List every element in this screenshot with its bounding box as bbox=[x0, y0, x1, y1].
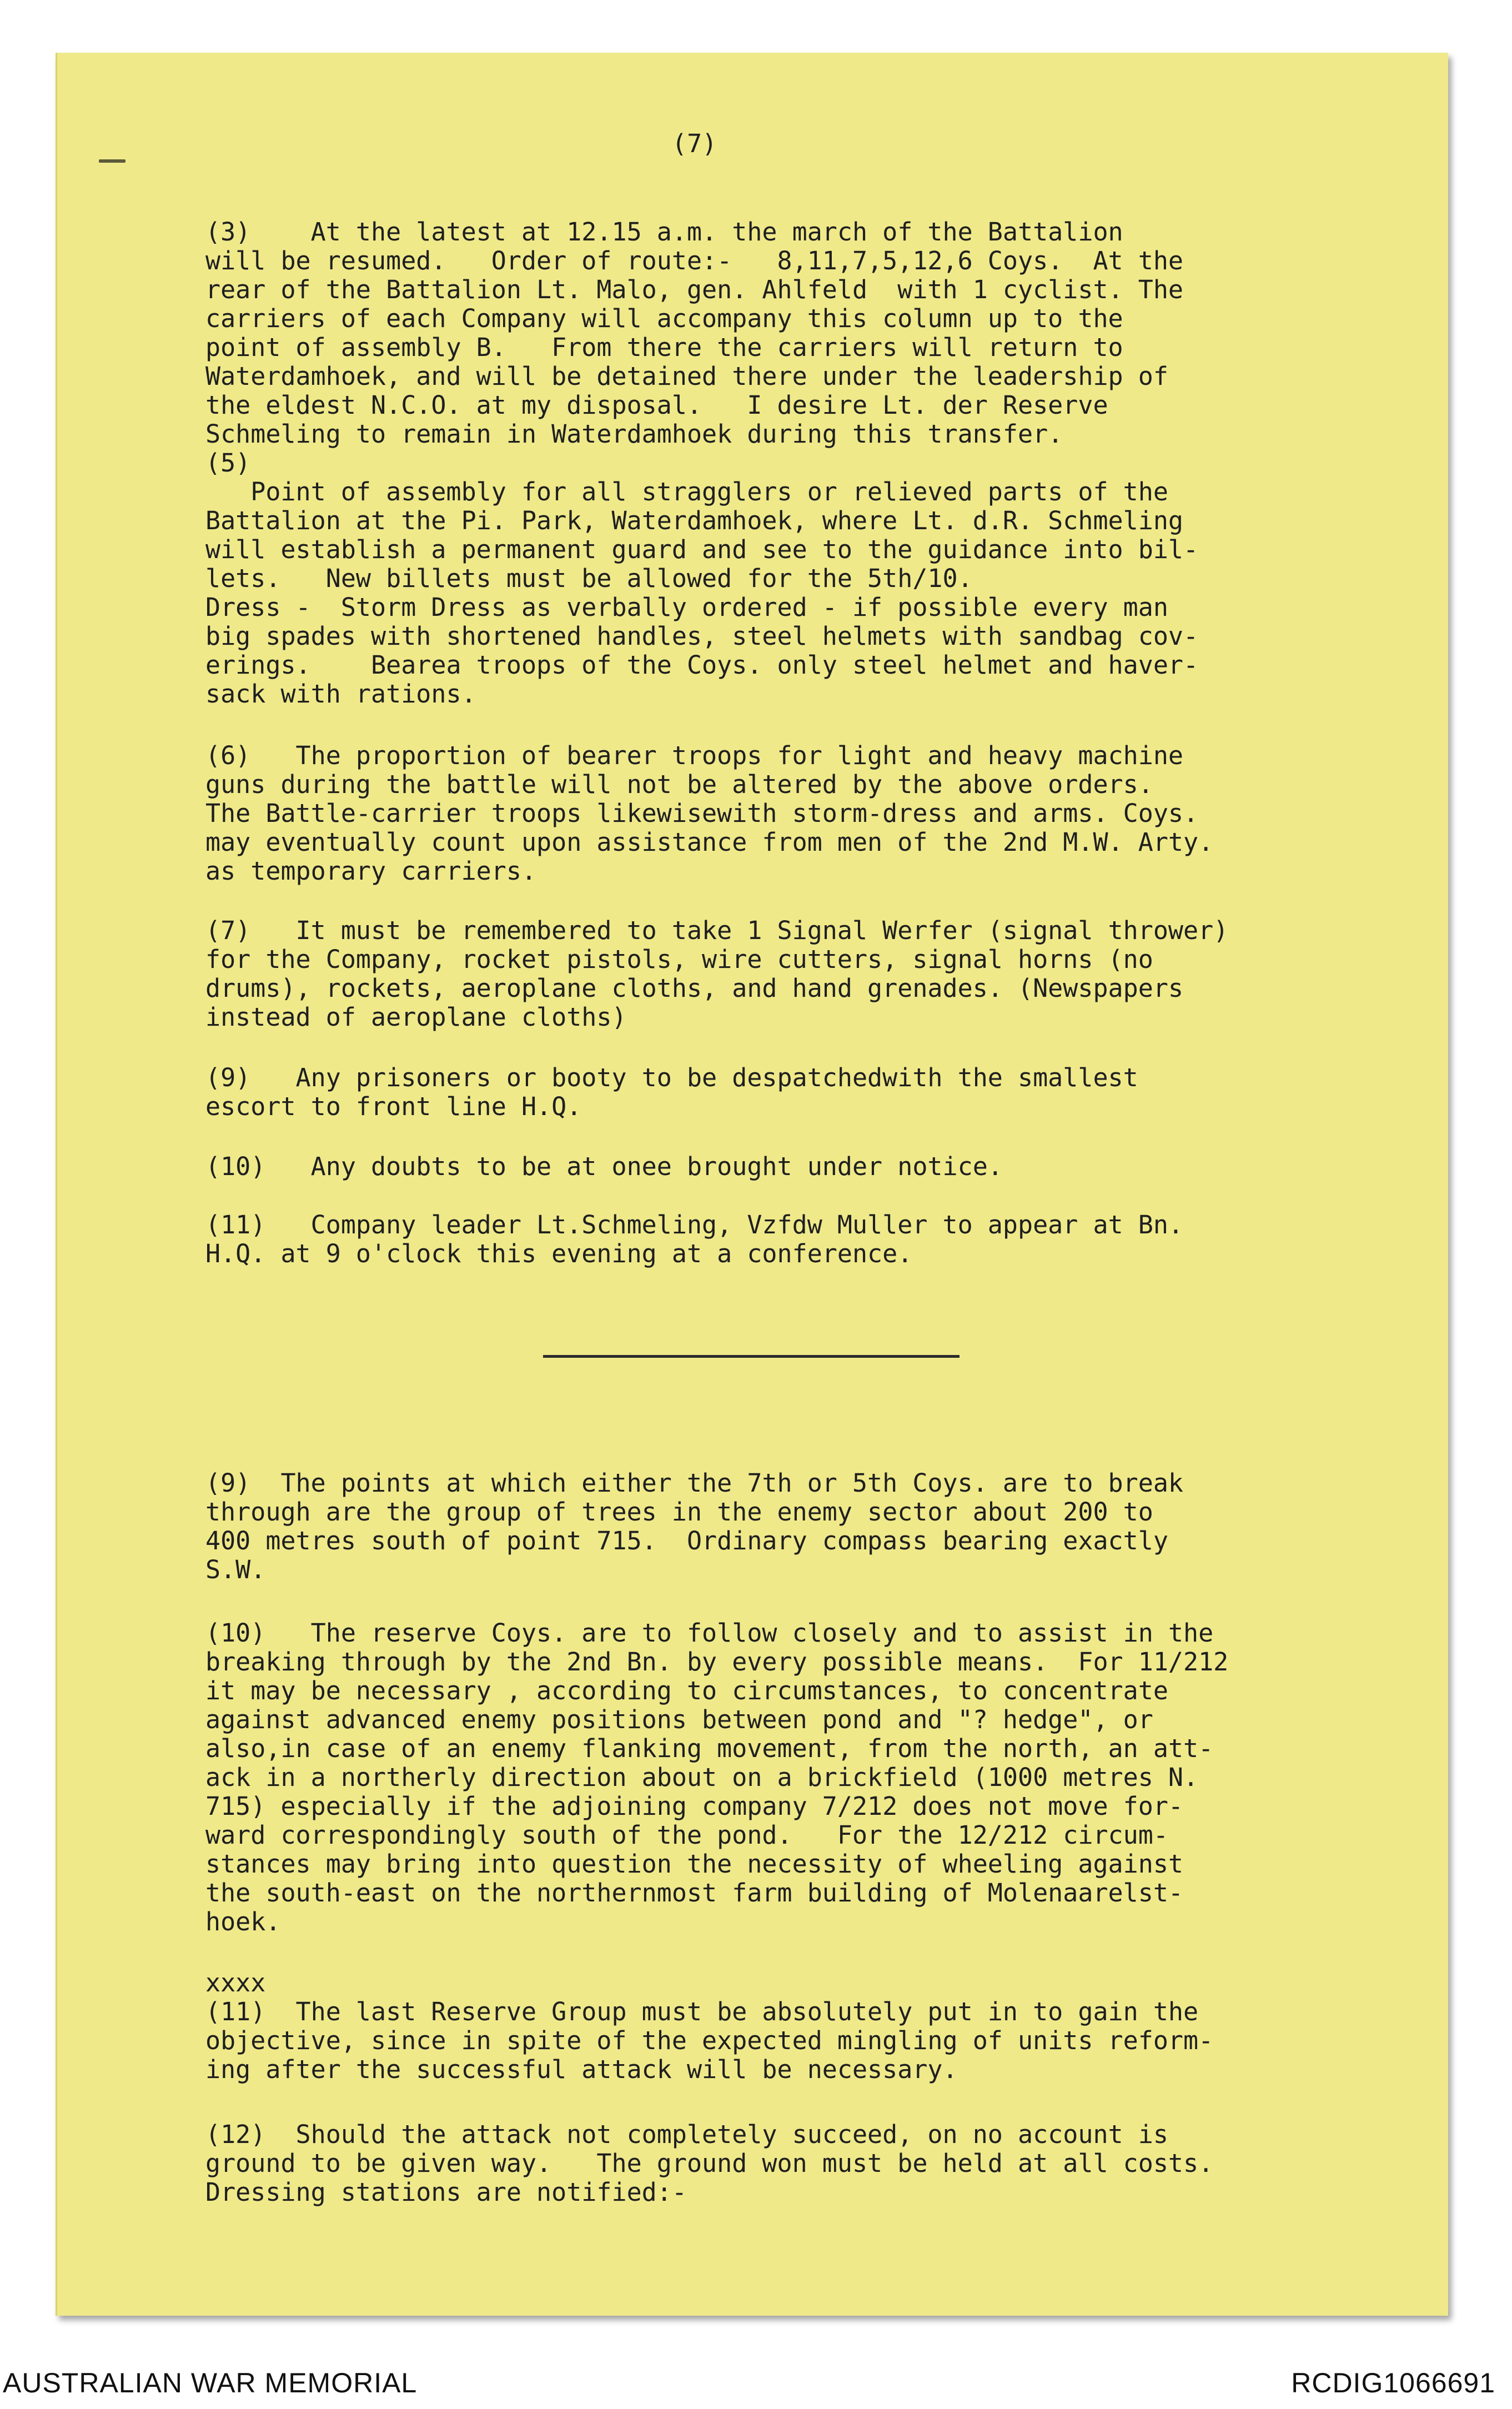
text-line: rear of the Battalion Lt. Malo, gen. Ahlfeld with 1 cyclist. The bbox=[205, 275, 1183, 304]
text-line: may eventually count upon assistance from men of the 2nd M.W. Arty. bbox=[205, 827, 1214, 857]
section-divider bbox=[543, 1355, 960, 1358]
margin-mark bbox=[99, 159, 125, 163]
text-line: guns during the battle will not be altered by the above orders. bbox=[205, 770, 1153, 799]
paragraph-3 bbox=[205, 218, 1183, 449]
footer-reference: RCDIG1066691 bbox=[1291, 2367, 1495, 2398]
text-line: erings. Bearea troops of the Coys. only steel helmet and haver- bbox=[205, 650, 1199, 680]
text-line: it may be necessary , according to circumstances, to concentrate bbox=[205, 1676, 1168, 1705]
text-line: Schmeling to remain in Waterdamhoek during this transfer. bbox=[205, 419, 1063, 449]
paragraph-11-conference bbox=[205, 1211, 1183, 1268]
text-line: will establish a permanent guard and see to the guidance into bil- bbox=[205, 535, 1199, 564]
text-line: 400 metres south of point 715. Ordinary compass bearing exactly bbox=[205, 1526, 1168, 1555]
text-line: (5) bbox=[205, 448, 251, 478]
text-line: ing after the successful attack will be necessary. bbox=[205, 2055, 958, 2084]
text-line: Dress - Storm Dress as verbally ordered - if possible every man bbox=[205, 593, 1168, 622]
text-line: (9) Any prisoners or booty to be despatchedwith the smallest bbox=[205, 1063, 1138, 1092]
text-line: as temporary carriers. bbox=[205, 856, 537, 886]
text-line: lets. New billets must be allowed for the 5th/10. bbox=[205, 564, 973, 593]
paragraph-7 bbox=[205, 916, 1228, 1032]
text-line: hoek. bbox=[205, 1907, 281, 1936]
text-line: escort to front line H.Q. bbox=[205, 1092, 582, 1121]
text-line: ack in a northerly direction about on a brickfield (1000 metres N. bbox=[205, 1763, 1199, 1792]
text-line: breaking through by the 2nd Bn. by every possible means. For 11/212 bbox=[205, 1647, 1229, 1677]
text-line: Point of assembly for all stragglers or relieved parts of the bbox=[205, 477, 1168, 506]
text-line: (7) It must be remembered to take 1 Signal Werfer (signal thrower) bbox=[205, 916, 1229, 945]
paragraph-9-prisoners bbox=[205, 1063, 1138, 1121]
text-line: S.W. bbox=[205, 1555, 266, 1584]
text-line: (3) At the latest at 12.15 a.m. the march of the Battalion bbox=[205, 217, 1123, 247]
document-body bbox=[205, 0, 1372, 2207]
text-line: Battalion at the Pi. Park, Waterdamhoek, where Lt. d.R. Schmeling bbox=[205, 506, 1183, 535]
text-line: (10) The reserve Coys. are to follow closely and to assist in the bbox=[205, 1618, 1214, 1648]
text-line: drums), rockets, aeroplane cloths, and hand grenades. (Newspapers bbox=[205, 973, 1183, 1003]
text-line: 715) especially if the adjoining company 7/212 does not move for- bbox=[205, 1791, 1183, 1821]
text-line: sack with rations. bbox=[205, 679, 476, 709]
text-line: against advanced enemy positions between pond and "? hedge", or bbox=[205, 1705, 1153, 1734]
footer-institution: AUSTRALIAN WAR MEMORIAL bbox=[3, 2367, 418, 2398]
paragraph-12-dressing bbox=[205, 2120, 1213, 2207]
paragraph-11-reserve-group bbox=[205, 1969, 1213, 2084]
text-line: (10) Any doubts to be at onee brought under notice. bbox=[205, 1152, 1003, 1181]
text-line: ward correspondingly south of the pond. For the 12/212 circum- bbox=[205, 1820, 1168, 1850]
text-line: Waterdamhoek, and will be detained there under the leadership of bbox=[205, 362, 1168, 391]
text-line: (11) The last Reserve Group must be absolutely put in to gain the bbox=[205, 1997, 1199, 2026]
text-line: the eldest N.C.O. at my disposal. I desire Lt. der Reserve bbox=[205, 390, 1108, 420]
text-line: the south-east on the northernmost farm building of Molenaarelst- bbox=[205, 1878, 1183, 1908]
text-line: big spades with shortened handles, steel helmets with sandbag cov- bbox=[205, 621, 1199, 651]
text-line: stances may bring into question the necessity of wheeling against bbox=[205, 1849, 1183, 1879]
text-line: H.Q. at 9 o'clock this evening at a conference. bbox=[205, 1239, 913, 1268]
text-line: ground to be given way. The ground won must be held at all costs. bbox=[205, 2149, 1214, 2178]
text-line: Dressing stations are notified:- bbox=[205, 2177, 687, 2207]
paragraph-10-reserve bbox=[205, 1619, 1228, 1936]
text-line: for the Company, rocket pistols, wire cutters, signal horns (no bbox=[205, 945, 1153, 974]
paragraph-9-breakthrough bbox=[205, 1469, 1183, 1584]
text-line: also,in case of an enemy flanking movement, from the north, an att- bbox=[205, 1734, 1214, 1763]
text-line: through are the group of trees in the enemy sector about 200 to bbox=[205, 1497, 1153, 1527]
text-line: (12) Should the attack not completely succeed, on no account is bbox=[205, 2120, 1168, 2149]
text-line: instead of aeroplane cloths) bbox=[205, 1002, 627, 1032]
text-line: (11) Company leader Lt.Schmeling, Vzfdw Muller to appear at Bn. bbox=[205, 1210, 1183, 1239]
text-line: The Battle-carrier troops likewisewith storm-dress and arms. Coys. bbox=[205, 799, 1199, 828]
paragraph-5 bbox=[205, 449, 1198, 709]
text-line: (9) The points at which either the 7th or 5th Coys. are to break bbox=[205, 1468, 1183, 1498]
text-line: (6) The proportion of bearer troops for light and heavy machine bbox=[205, 741, 1183, 770]
text-line: will be resumed. Order of route:- 8,11,7,5,12,6 Coys. At the bbox=[205, 246, 1183, 275]
text-line: carriers of each Company will accompany this column up to the bbox=[205, 304, 1123, 333]
paragraph-10-doubts bbox=[205, 1152, 1003, 1181]
page-number: (7) bbox=[672, 129, 717, 158]
text-line: point of assembly B. From there the carriers will return to bbox=[205, 333, 1123, 362]
text-line: objective, since in spite of the expected mingling of units reform- bbox=[205, 2026, 1214, 2055]
paragraph-6 bbox=[205, 741, 1213, 886]
text-line: xxxx bbox=[205, 1968, 266, 1998]
